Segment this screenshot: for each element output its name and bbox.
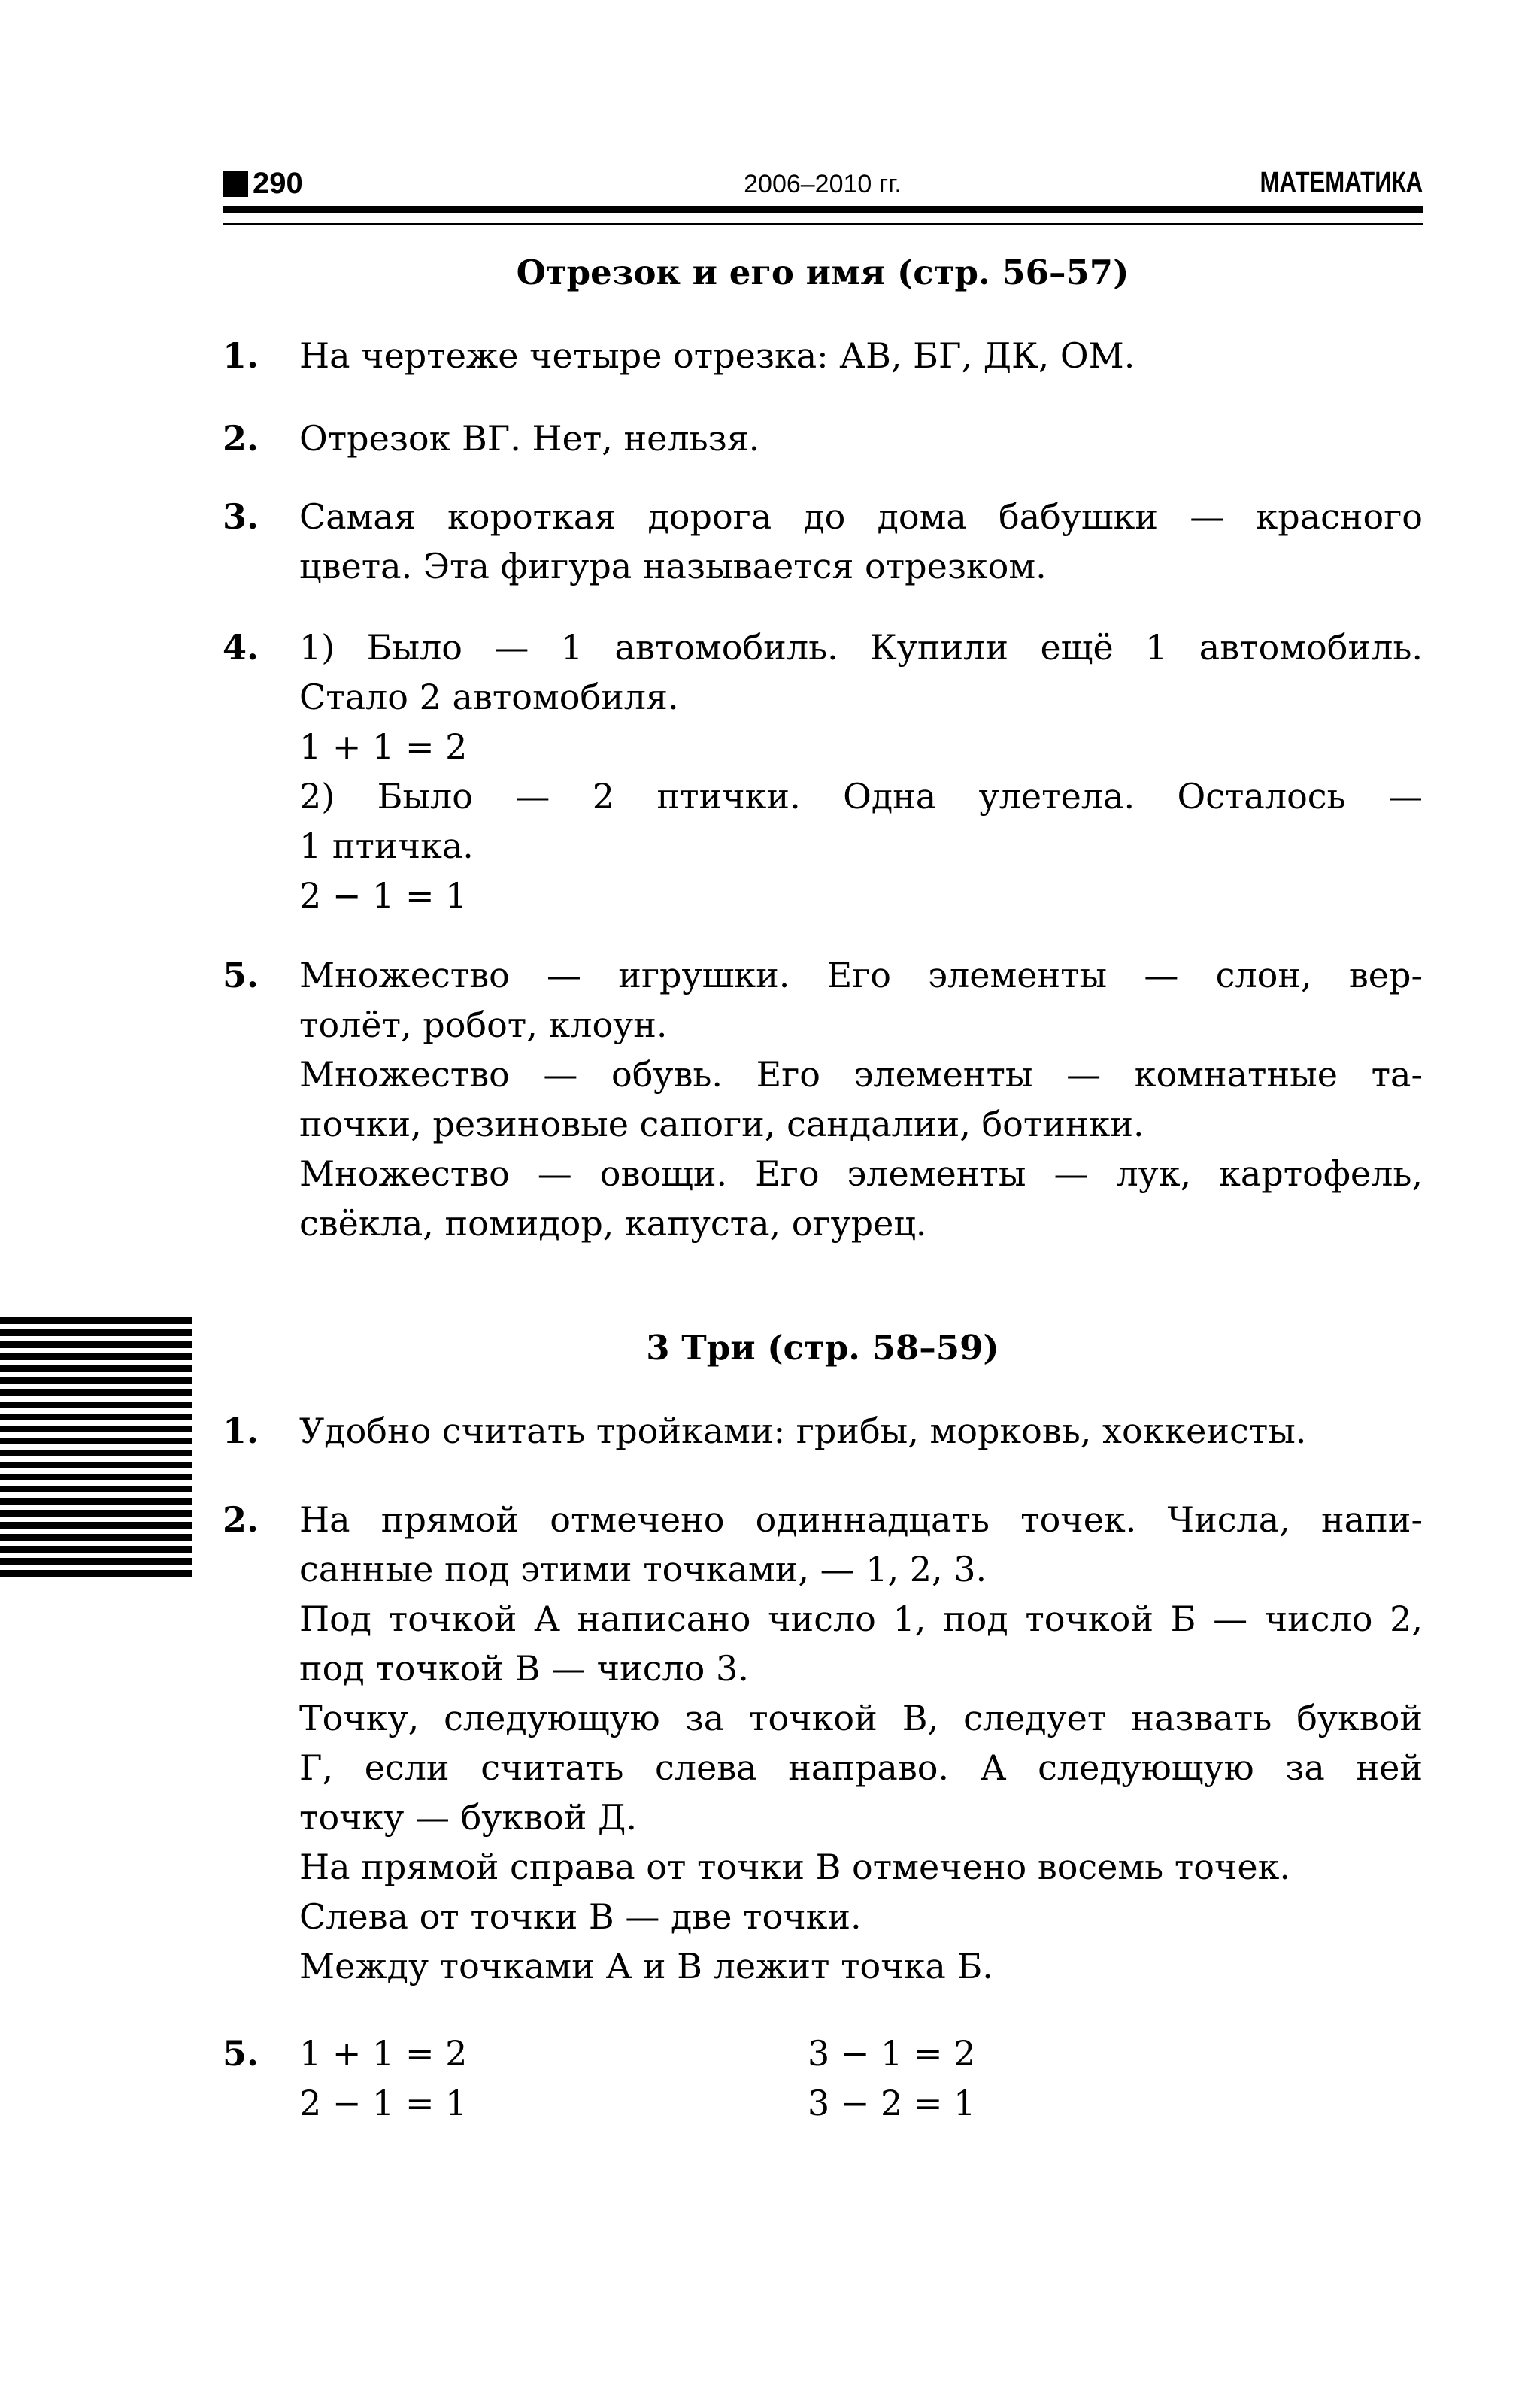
text-line: Точку, следующую за точкой В, следует назвать буквой	[299, 1698, 1423, 1738]
text-line: свёкла, помидор, капуста, огурец.	[299, 1203, 927, 1244]
page-number: 290	[223, 167, 303, 201]
text-line: Самая короткая дорога до дома бабушки — красного	[299, 496, 1423, 537]
equation: 1 + 1 = 2	[299, 2033, 468, 2074]
header-rule-thick	[223, 206, 1423, 213]
text-line: 2 − 1 = 1	[299, 875, 468, 916]
text-line: Множество — обувь. Его элементы — комнатные та-	[299, 1054, 1423, 1095]
text-line: толёт, робот, клоун.	[299, 1005, 668, 1045]
equation: 3 − 1 = 2	[808, 2033, 976, 2074]
text-line: цвета. Эта фигура называется отрезком.	[299, 546, 1047, 586]
equation-row	[299, 2078, 1423, 2128]
answer-item	[223, 1495, 1423, 1991]
text-line: Удобно считать тройками: грибы, морковь, хоккеисты.	[299, 1411, 1307, 1451]
answer-item	[223, 623, 1423, 920]
side-stripes-decoration	[0, 1317, 192, 1582]
text-line: 2) Было — 2 птички. Одна улетела. Осталось —	[299, 776, 1423, 817]
text-line: На чертеже четыре отрезка: АВ, БГ, ДК, ОМ.	[299, 335, 1135, 376]
text-line: Между точками А и В лежит точка Б.	[299, 1946, 993, 1986]
item-number: 2.	[223, 418, 259, 459]
header-rule-thin	[223, 223, 1423, 225]
text-line: Слева от точки В — две точки.	[299, 1896, 862, 1937]
text-line: На прямой справа от точки В отмечено восемь точек.	[299, 1847, 1290, 1887]
text-line: На прямой отмечено одиннадцать точек. Числа, напи-	[299, 1499, 1423, 1540]
item-number: 5.	[223, 955, 259, 995]
text-line: 1 + 1 = 2	[299, 726, 468, 767]
equation-row	[299, 2029, 1423, 2078]
equation: 3 − 2 = 1	[808, 2083, 976, 2123]
page-header	[223, 167, 1423, 212]
text-line: точку — буквой Д.	[299, 1797, 638, 1838]
years-label: 2006–2010 гг.	[744, 170, 902, 198]
text-line: Г, если считать слева направо. А следующую за ней	[299, 1747, 1423, 1788]
item-number: 5.	[223, 2033, 259, 2074]
item-number: 4.	[223, 627, 259, 668]
item-number: 2.	[223, 1499, 259, 1540]
text-line: Отрезок ВГ. Нет, нельзя.	[299, 418, 760, 459]
section-title: 3 Три (стр. 58–59)	[646, 1328, 999, 1368]
item-number: 1.	[223, 335, 259, 376]
equation: 2 − 1 = 1	[299, 2083, 468, 2123]
text-line: Множество — овощи. Его элементы — лук, картофель,	[299, 1153, 1423, 1194]
text-line: Множество — игрушки. Его элементы — слон, вер-	[299, 955, 1423, 995]
answer-item	[223, 331, 1423, 380]
text-line: почки, резиновые сапоги, сандалии, ботинки.	[299, 1104, 1144, 1144]
answer-item	[223, 2029, 1423, 2128]
subject-label: МАТЕМАТИКА	[1260, 167, 1423, 198]
answer-item	[223, 414, 1423, 463]
text-line: Стало 2 автомобиля.	[299, 677, 679, 717]
text-line: 1 птичка.	[299, 826, 474, 866]
section-title: Отрезок и его имя (стр. 56–57)	[516, 253, 1129, 292]
answer-item	[223, 1406, 1423, 1456]
text-line: Под точкой А написано число 1, под точкой Б — число 2,	[299, 1599, 1423, 1639]
answer-item	[223, 492, 1423, 591]
text-line: 1) Было — 1 автомобиль. Купили ещё 1 автомобиль.	[299, 627, 1423, 668]
item-number: 3.	[223, 496, 259, 537]
answer-item	[223, 950, 1423, 1248]
item-number: 1.	[223, 1411, 259, 1451]
text-line: санные под этими точками, — 1, 2, 3.	[299, 1549, 987, 1589]
text-line: под точкой В — число 3.	[299, 1648, 749, 1689]
